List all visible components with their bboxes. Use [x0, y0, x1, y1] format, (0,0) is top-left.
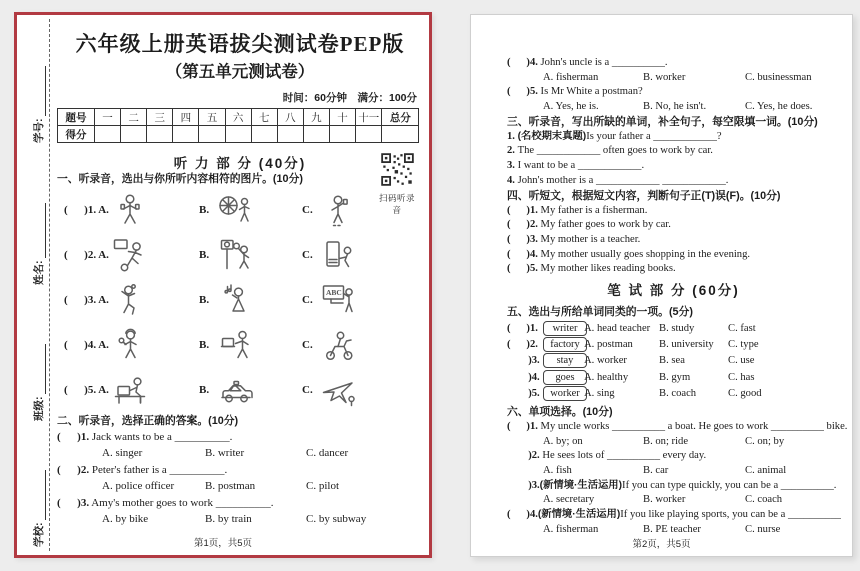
item-text: Is your father a ____________? [586, 130, 722, 142]
test-paper-page-2 [470, 14, 853, 557]
score-cell [251, 126, 277, 143]
choice-6-1 [507, 420, 848, 435]
question-prefix: ( )2. [57, 463, 90, 476]
scooter-rider-icon [318, 324, 360, 366]
question-prefix: ( )4. [507, 509, 538, 521]
option-b: B. on; ride [643, 435, 689, 447]
score-cell [225, 126, 251, 143]
score-header-cell: 四 [173, 109, 199, 126]
option-c: C. nurse [745, 523, 781, 535]
option-b: B. sea [659, 355, 685, 367]
score-table-score-row [58, 126, 419, 143]
question-prefix: ( )4. [507, 248, 538, 260]
question-prefix: ( )2. [507, 339, 538, 351]
listening-part-header: 听 力 部 分 (40分) [173, 156, 307, 171]
option-letter-b: B. [199, 383, 210, 396]
option-b: B. gym [659, 371, 691, 383]
score-row-label: 得分 [58, 126, 95, 143]
option-b: B. by train [205, 512, 252, 525]
item-number: 2. [507, 145, 518, 157]
option-c: C. coach [745, 494, 783, 506]
context-tag: (新情境·生活运用) [539, 479, 623, 491]
option-c: C. use [728, 355, 755, 367]
options-2-2 [57, 478, 423, 494]
section2-title: 二、听录音，选择正确的答案。(10分) [57, 415, 239, 427]
dancing-girl-icon [109, 279, 151, 321]
score-cell [173, 126, 199, 143]
true-false-4-5 [507, 262, 840, 277]
exam-source-tag: (名校期末真题) [517, 130, 587, 142]
question-text: Amy's mother goes to work __________. [89, 496, 274, 509]
man-holding-bottles-icon [109, 189, 151, 231]
question-prefix: ( )2. [507, 219, 538, 231]
school-label: 学校: [33, 522, 45, 547]
true-false-4-1 [507, 204, 840, 219]
given-word-box: worker [543, 386, 587, 401]
options-2-5 [507, 100, 840, 115]
question-text: Jack wants to be a __________. [89, 431, 233, 443]
statement-text: My mother usually goes shopping in the evening. [537, 248, 751, 260]
option-letter-c: C. [302, 293, 313, 306]
item-text: The ____________ often goes to work by car. [517, 145, 713, 157]
option-c: C. on; by [745, 435, 785, 447]
question-prefix: ( )3. [57, 496, 90, 509]
true-false-4-3 [507, 233, 840, 248]
question-prefix: )3. [507, 479, 540, 491]
score-header-cell: 七 [251, 109, 277, 126]
option-c: C. animal [745, 464, 787, 476]
option-b: B. postman [205, 480, 256, 493]
statement-text: My mother is a teacher. [537, 233, 641, 245]
boy-basketball-icon [215, 234, 257, 276]
margin-divider [49, 19, 50, 551]
option-b: B. worker [643, 494, 686, 506]
option-a: A. postman [584, 339, 633, 351]
option-c: C. pilot [306, 480, 340, 493]
option-a: A. police officer [102, 480, 175, 493]
question-2-2 [57, 462, 423, 478]
word-match-5-5 [507, 386, 840, 402]
item-number: 4. [507, 174, 518, 186]
option-b: B. study [659, 322, 695, 334]
score-cell [147, 126, 173, 143]
option-a: A. healthy [584, 371, 629, 383]
score-cell [356, 126, 382, 143]
option-c: C. by subway [306, 512, 367, 525]
qr-caption: 扫码听录音 [378, 193, 415, 215]
options-2-3 [57, 511, 423, 527]
fill-blank-3-1 [507, 130, 840, 145]
section5-title: 五、选出与所给单词同类的一项。(5分) [507, 305, 693, 318]
given-word-box: writer [543, 321, 587, 336]
word-match-5-4 [507, 369, 840, 385]
student-id-label: 学号: [33, 118, 45, 143]
statement-text: My father goes to work by car. [537, 219, 671, 231]
question-2-3 [57, 495, 423, 511]
score-header-cell: 总分 [382, 109, 419, 126]
student-id-field [31, 63, 46, 143]
options-6-2 [507, 464, 840, 479]
question-prefix: )2. [507, 450, 540, 462]
option-letter-b: B. [199, 248, 210, 261]
class-blank [42, 345, 46, 395]
option-a: A. worker [584, 355, 627, 367]
score-header-cell: 九 [303, 109, 329, 126]
score-cell [329, 126, 355, 143]
given-word-box: factory [543, 337, 587, 352]
question-prefix: ( )1. [57, 431, 90, 443]
score-table [57, 108, 419, 143]
picture-question-row-3 [57, 277, 423, 322]
score-header-cell: 六 [225, 109, 251, 126]
option-c: C. good [728, 388, 762, 400]
option-c: C. dancer [306, 447, 349, 460]
option-b: B. writer [205, 447, 245, 460]
option-b: B. university [659, 339, 714, 351]
section3-title: 三、听录音，写出所缺的单词，补全句子，每空限填一词。(10分) [507, 115, 818, 128]
item-text: John's mother is a ____________ ____________. [517, 174, 729, 186]
score-header-cell: 八 [277, 109, 303, 126]
option-a: A. fisherman [543, 71, 599, 83]
office-computer-icon [109, 369, 151, 411]
question-prefix: )5. [507, 388, 540, 400]
question-text: Peter's father is a __________. [89, 463, 228, 476]
option-b: B. worker [643, 71, 686, 83]
question-prefix: ( )1. [507, 322, 538, 334]
student-name-label: 姓名: [33, 260, 45, 285]
question-prefix: ( )1. [507, 420, 538, 432]
option-letter-b: B. [199, 293, 210, 306]
statement-text: My father is a fisherman. [537, 204, 648, 216]
worker-wrench-icon [109, 324, 151, 366]
choice-6-2 [507, 449, 840, 464]
picture-question-row-4 [57, 322, 423, 367]
option-a: A. fisherman [543, 523, 599, 535]
option-letter-b: B. [199, 338, 210, 351]
option-a: A. singer [102, 447, 143, 460]
svg-text:ABC: ABC [326, 287, 342, 297]
given-word-box: goes [543, 370, 587, 385]
item-number: 1. [507, 130, 518, 142]
option-b: B. PE teacher [643, 523, 701, 535]
score-cell [382, 126, 419, 143]
class-label: 班级: [33, 396, 45, 421]
question-text: If you can type quickly, you can be a __________. [622, 479, 837, 491]
child-piano-icon [318, 234, 360, 276]
option-c: C. Yes, he does. [745, 101, 813, 113]
paper-title: 六年级上册英语拔尖测试卷PEP版 [75, 32, 405, 56]
question-prefix: )4. [507, 371, 540, 383]
fill-blank-3-4 [507, 174, 840, 189]
options-2-4 [507, 71, 840, 86]
score-cell [121, 126, 147, 143]
fill-blank-3-2 [507, 144, 840, 159]
question-text: My uncle works __________ a boat. He goes to work __________ bike. [537, 420, 848, 432]
option-letter-c: C. [302, 338, 313, 351]
man-laptop-icon [215, 324, 257, 366]
singing-woman-icon [215, 279, 257, 321]
question-prefix: ( )5. A. [64, 383, 109, 396]
section1-title: 一、听录音，选出与你所听内容相符的图片。(10分) [57, 173, 303, 185]
student-id-blank [42, 67, 46, 117]
option-a: A. by bike [102, 512, 149, 525]
question-2-5 [507, 85, 840, 100]
option-letter-b: B. [199, 203, 210, 216]
section4-title: 四、听短文，根据短文内容，判断句子正(T)误(F)。(10分) [507, 189, 781, 202]
airplane-icon [318, 369, 360, 411]
given-word-box: stay [543, 353, 587, 368]
item-number: 3. [507, 160, 518, 172]
question-prefix: ( )3. [507, 233, 538, 245]
option-a: A. Yes, he is. [543, 101, 599, 113]
option-c: C. type [728, 339, 759, 351]
option-b: B. No, he isn't. [643, 101, 707, 113]
score-cell [199, 126, 225, 143]
question-prefix: ( )1. A. [64, 203, 109, 216]
option-a: A. fish [543, 464, 572, 476]
teacher-blackboard-icon [318, 279, 360, 321]
item-text: I want to be a ____________. [517, 160, 645, 172]
context-tag: (新情境·生活运用) [537, 509, 621, 521]
option-letter-c: C. [302, 248, 313, 261]
option-letter-c: C. [302, 383, 313, 396]
choice-6-4 [507, 508, 840, 523]
question-prefix: ( )3. A. [64, 293, 109, 306]
question-prefix: ( )2. A. [64, 248, 109, 261]
word-match-5-2 [507, 336, 840, 352]
page-1-footer: 第1页，共5页 [193, 538, 253, 549]
picture-question-row-1 [57, 187, 423, 232]
options-2-1 [57, 445, 423, 461]
question-prefix: ( )5. [507, 86, 538, 98]
picture-question-row-2 [57, 232, 423, 277]
option-a: A. secretary [543, 494, 595, 506]
picture-question-row-5 [57, 367, 423, 412]
options-6-1 [507, 435, 840, 450]
question-text: If you like playing sports, you can be a __________ [620, 509, 841, 521]
word-match-5-1 [507, 320, 840, 336]
score-header-cell: 一 [95, 109, 121, 126]
score-table-header-row [58, 109, 419, 126]
true-false-4-4 [507, 248, 840, 263]
fisherman-net-icon [215, 189, 257, 231]
score-header-cell: 题号 [58, 109, 95, 126]
car-icon [215, 369, 257, 411]
option-c: C. has [728, 371, 755, 383]
score-header-cell: 十一 [356, 109, 382, 126]
word-match-5-3 [507, 353, 840, 369]
question-prefix: )3. [507, 355, 540, 367]
paper-subtitle: （第五单元测试卷） [165, 62, 315, 81]
boy-drinking-icon [318, 189, 360, 231]
score-header-cell: 三 [147, 109, 173, 126]
score-cell [95, 126, 121, 143]
school-blank [42, 471, 46, 521]
score-header-cell: 十 [329, 109, 355, 126]
option-b: B. car [643, 464, 669, 476]
section6-title: 六、单项选择。(10分) [507, 405, 613, 418]
choice-6-3 [507, 479, 840, 494]
score-cell [303, 126, 329, 143]
score-header-cell: 五 [199, 109, 225, 126]
question-text: Is Mr White a postman? [537, 86, 643, 98]
question-2-1 [57, 429, 423, 445]
fill-blank-3-3 [507, 159, 840, 174]
option-c: C. businessman [745, 71, 812, 83]
score-cell [277, 126, 303, 143]
option-a: A. head teacher [584, 322, 651, 334]
test-paper-page-1 [14, 12, 432, 558]
written-part-header: 笔 试 部 分 (60分) [607, 282, 740, 298]
option-a: A. sing [584, 388, 615, 400]
question-prefix: ( )4. [507, 57, 538, 68]
question-text: He sees lots of __________ every day. [539, 450, 707, 462]
score-header-cell: 二 [121, 109, 147, 126]
page-2-footer: 第2页，共5页 [632, 539, 691, 550]
class-field [31, 341, 46, 421]
question-prefix: ( )4. A. [64, 338, 109, 351]
question-prefix: ( )1. [507, 204, 538, 216]
student-name-field [31, 200, 46, 285]
true-false-4-2 [507, 218, 840, 233]
time-score-info: 时间：60分钟 满分：100分 [282, 92, 417, 104]
student-name-blank [42, 204, 46, 259]
options-6-3 [507, 493, 840, 508]
boy-football-icon [109, 234, 151, 276]
question-text: John's uncle is a __________. [537, 57, 668, 68]
option-letter-c: C. [302, 203, 313, 216]
option-b: B. coach [659, 388, 697, 400]
option-a: A. by; on [543, 435, 583, 447]
statement-text: My mother likes reading books. [537, 263, 676, 275]
question-prefix: ( )5. [507, 263, 538, 275]
question-2-4 [507, 56, 840, 71]
option-c: C. fast [728, 322, 756, 334]
